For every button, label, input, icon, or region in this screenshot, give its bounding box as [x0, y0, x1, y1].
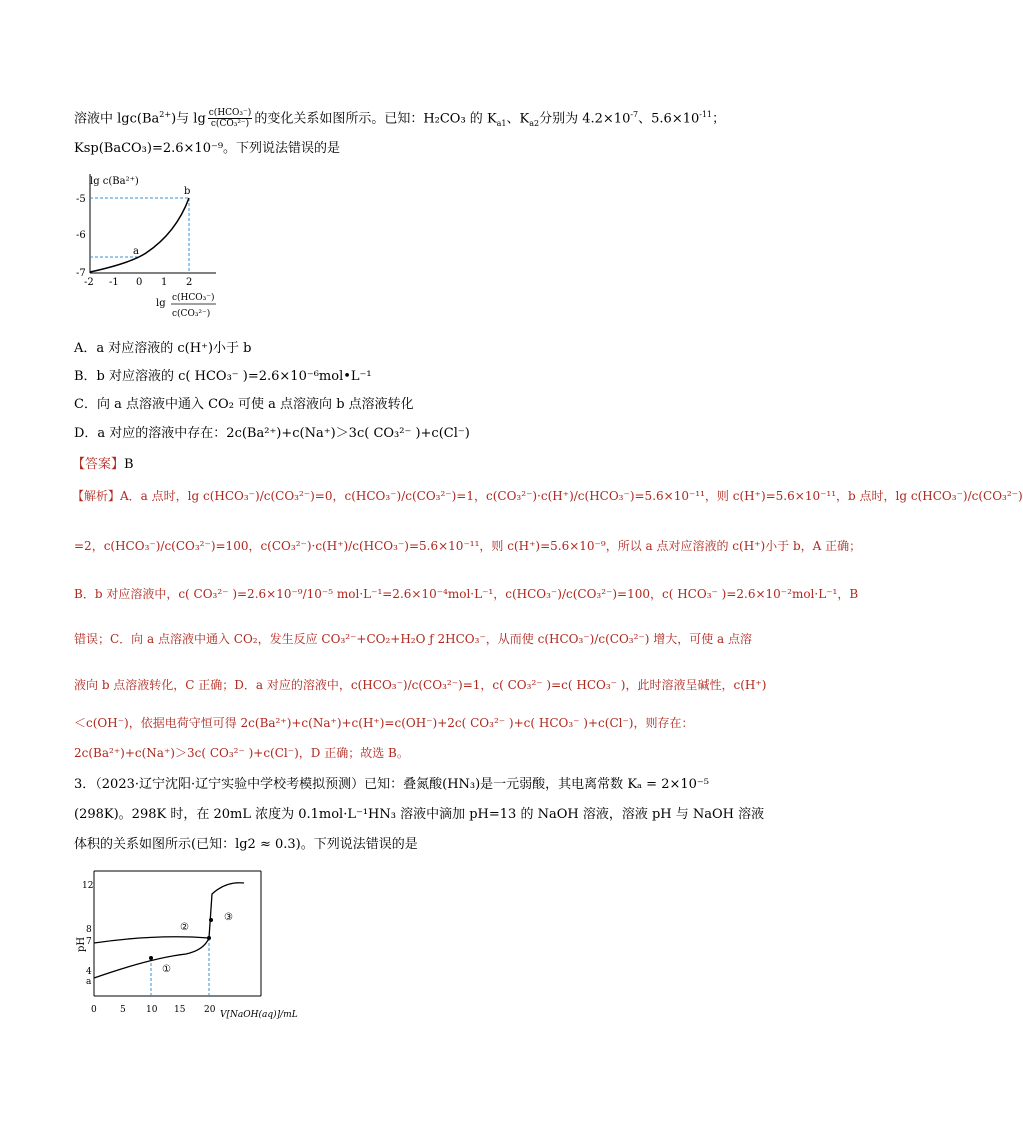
xtick-20: 20 [204, 1005, 216, 1015]
label-1: ① [162, 964, 171, 975]
xtick-10: 10 [146, 1005, 158, 1015]
xtick-5: 5 [120, 1005, 126, 1015]
intro-text-e: 、K [506, 111, 530, 127]
intro-text-c: 的变化关系如图所示。已知：H₂CO₃ 的 K [254, 111, 497, 127]
analysis-line-3: B．b 对应溶液中，c( CO₃²⁻ )=2.6×10⁻⁹/10⁻⁵ mol·L⁻¹=2.6×10⁻⁴mol·L⁻¹，c(HCO₃⁻)/c(CO₃²⁻)=100，c( HCO₃⁻ )=2.6×10⁻²mol·L⁻¹，B [74, 587, 859, 601]
point-b: b [184, 186, 191, 197]
x-axis-label-lg: lg [156, 298, 166, 309]
curve [90, 198, 189, 272]
x-axis-label-den: c(CO₃²⁻) [172, 309, 211, 319]
xtick-m1: -1 [109, 277, 119, 288]
q3-line-2: (298K)。298K 时，在 20mL 浓度为 0.1mol·L⁻¹HN₃ 溶液中滴加 pH=13 的 NaOH 溶液，溶液 pH 与 NaOH 溶液 [74, 807, 765, 822]
intro-text-b: )与 lg [171, 111, 206, 127]
chart-ph-titration [76, 866, 316, 1026]
intro-text-a: 溶液中 lgc(Ba [74, 111, 160, 127]
analysis-line-7: 2c(Ba²⁺)+c(Na⁺)＞3c( CO₃²⁻ )+c(Cl⁻)，D 正确；故选 B。 [74, 746, 409, 760]
analysis-label: 【解析】 [72, 489, 121, 503]
xtick-1: 1 [161, 277, 168, 288]
intro-text-k: ； [712, 111, 726, 127]
analysis-line-1 [72, 487, 1023, 505]
point-1 [149, 956, 153, 960]
answer-value: B [124, 457, 134, 472]
xtick-0: 0 [136, 277, 143, 288]
intro-text-g: 分别为 4.2×10 [539, 111, 631, 127]
option-b: B．b 对应溶液的 c( HCO₃⁻ )=2.6×10⁻⁶mol•L⁻¹ [74, 369, 372, 384]
chart-ba-vs-lg [76, 168, 236, 328]
xtick-15: 15 [174, 1005, 186, 1015]
analysis-line-5: 液向 b 点溶液转化，C 正确；D．a 对应的溶液中，c(HCO₃⁻)/c(CO₃²⁻)=1，c( CO₃²⁻ )=c( HCO₃⁻ )，此时溶液呈碱性，c(H⁺) [74, 678, 767, 692]
label-3: ③ [224, 912, 233, 923]
intro-text-i: 、5.6×10 [638, 111, 700, 127]
intro-line-1 [74, 106, 725, 133]
ytick-7: 7 [86, 937, 92, 947]
point-3 [209, 918, 213, 922]
option-c: C．向 a 点溶液中通入 CO₂ 可使 a 点溶液向 b 点溶液转化 [74, 397, 414, 412]
ytick-8: 8 [86, 925, 92, 935]
intro-sup-j: -11 [699, 110, 713, 119]
xtick-0: 0 [91, 1005, 97, 1015]
curve-upper [94, 937, 209, 943]
xtick-2: 2 [186, 277, 193, 288]
analysis-line-4: 错误；C．向 a 点溶液中通入 CO₂，发生反应 CO₃²⁻+CO₂+H₂O ƒ 2HCO₃⁻，从而使 c(HCO₃⁻)/c(CO₃²⁻) 增大，可使 a 点溶 [74, 632, 753, 646]
ytick-7: -7 [76, 268, 86, 279]
intro-frac-num: c(HCO₃⁻) [208, 108, 252, 119]
analysis-line-2: =2，c(HCO₃⁻)/c(CO₃²⁻)=100，c(CO₃²⁻)·c(H⁺)/c(HCO₃⁻)=5.6×10⁻¹¹，则 c(H⁺)=5.6×10⁻⁹，所以 a 点对应溶液的 c(H⁺)小于 b，A 正确； [74, 539, 862, 553]
intro-sup-h: -7 [630, 110, 639, 119]
option-a: A．a 对应溶液的 c(H⁺)小于 b [74, 341, 252, 356]
analysis-line-6: ＜c(OH⁻)，依据电荷守恒可得 2c(Ba²⁺)+c(Na⁺)+c(H⁺)=c(OH⁻)+2c( CO₃²⁻ )+c( HCO₃⁻ )+c(Cl⁻)，则存在： [74, 716, 694, 730]
ytick-a: a [86, 977, 92, 987]
ytick-12: 12 [82, 881, 94, 891]
answer-line [72, 456, 134, 474]
point-2 [207, 936, 211, 940]
ytick-6: -6 [76, 230, 86, 241]
intro-line-2: Ksp(BaCO₃)=2.6×10⁻⁹。下列说法错误的是 [74, 141, 341, 156]
y-axis-label: pH [76, 936, 87, 952]
intro-sup: 2+ [159, 110, 172, 119]
intro-sub-a2: a2 [529, 118, 540, 128]
intro-frac-den: c(CO₃²⁻) [210, 119, 250, 130]
q3-line-3: 体积的关系如图所示(已知：lg2 ≈ 0.3)。下列说法错误的是 [74, 837, 418, 852]
x-axis-label: V[NaOH(aq)]/mL [220, 1010, 298, 1020]
intro-fraction [208, 108, 253, 129]
q3-line-1: 3．（2023·辽宁沈阳·辽宁实验中学校考模拟预测）已知：叠氮酸(HN₃)是一元弱酸，其电离常数 Kₐ = 2×10⁻⁵ [74, 777, 709, 792]
ytick-5: -5 [76, 194, 86, 205]
option-d: D．a 对应的溶液中存在：2c(Ba²⁺)+c(Na⁺)＞3c( CO₃²⁻ )+c(Cl⁻) [74, 426, 470, 441]
answer-label: 【答案】 [72, 457, 125, 472]
x-axis-label-num: c(HCO₃⁻) [172, 293, 215, 303]
intro-sub-a1: a1 [496, 118, 507, 128]
xtick-m2: -2 [84, 277, 94, 288]
label-2: ② [180, 922, 189, 933]
ytick-4: 4 [86, 967, 92, 977]
point-a: a [133, 246, 139, 257]
analysis-text-1: A．a 点时，lg c(HCO₃⁻)/c(CO₃²⁻)=0，c(HCO₃⁻)/c(CO₃²⁻)=1，c(CO₃²⁻)·c(H⁺)/c(HCO₃⁻)=5.6×10⁻¹¹，则 c(H⁺)=5.6×10⁻¹¹，b 点时，lg c(HCO₃⁻)/c(CO₃²⁻) [120, 489, 1023, 503]
y-axis-label: lg c(Ba²⁺) [90, 176, 139, 187]
